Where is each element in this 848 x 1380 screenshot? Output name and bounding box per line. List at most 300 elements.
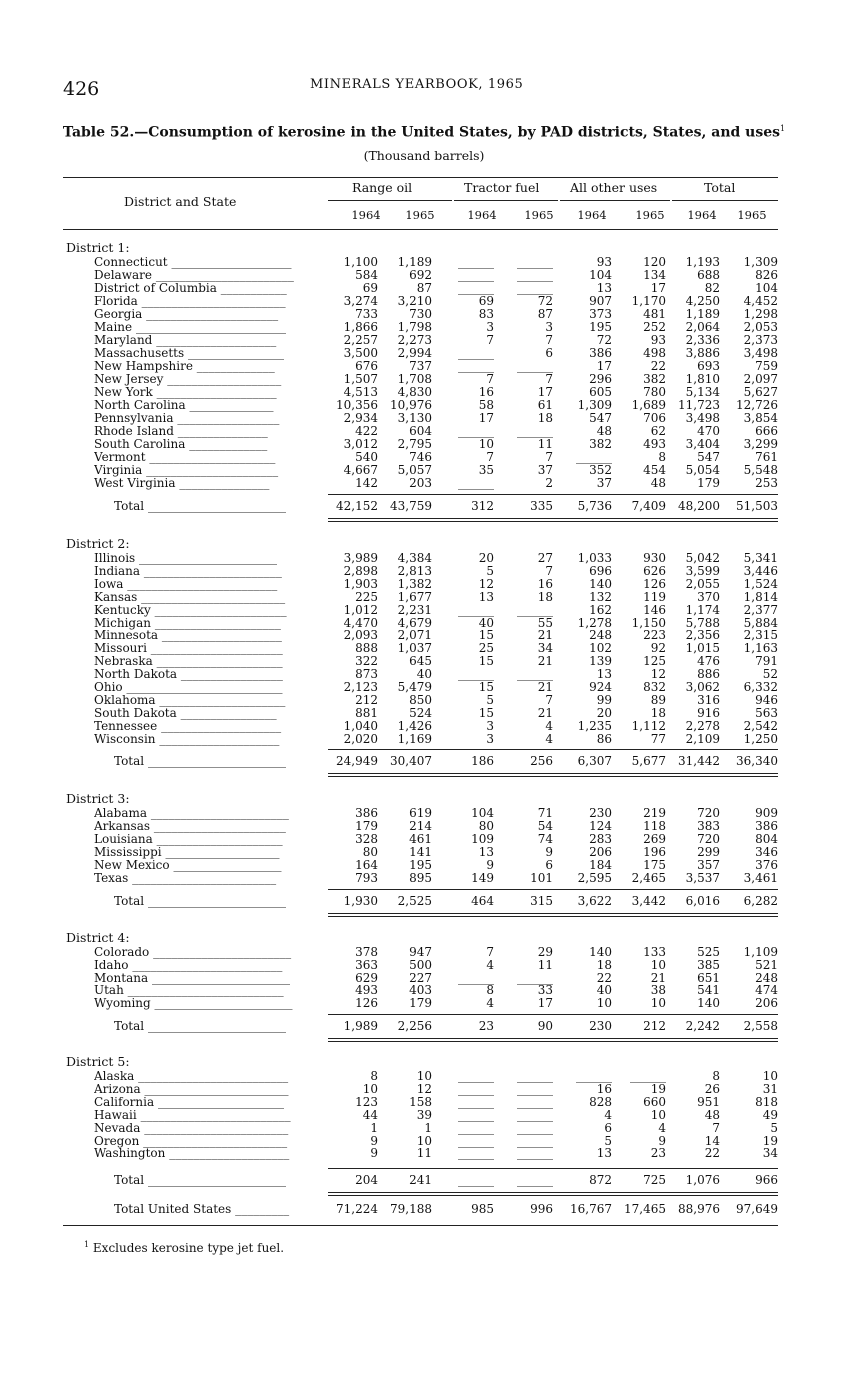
value-cell: 1,814 [743,589,778,604]
stub-name: North Carolina [94,399,186,412]
value-cell: 15 [478,680,494,694]
value-cell: 1,169 [397,731,432,746]
value-cell: 118 [643,818,666,833]
value-cell: 730 [409,307,432,321]
value-cell: 604 [409,424,432,438]
stub-name: Maine [94,321,133,334]
value-cell: 966 [755,1173,778,1187]
value-cell: 175 [643,857,666,872]
value-cell: 454 [643,463,666,477]
value-cell: 164 [355,857,378,872]
stub-cell [94,668,326,681]
value-cell: 71,224 [336,1202,378,1216]
value-cell: 4 [486,957,494,972]
value-cell: 5,548 [743,463,778,477]
value-cell: 1,250 [743,731,778,746]
value-cell: 72 [537,294,553,308]
value-cell: 72 [596,333,612,347]
value-cell: 31 [762,1081,778,1096]
value-cell: 2,231 [397,602,432,617]
stub-leader: __________________________ [127,984,284,998]
stub-cell [94,946,326,959]
value-cell: 16,767 [570,1202,612,1216]
value-cell: 951 [697,1094,720,1109]
value-cell: 524 [409,705,432,720]
value-cell: 8 [712,1069,720,1083]
stub-leader: ____________________ [156,334,277,347]
value-cell: 725 [643,1173,666,1187]
stub-leader: ______________ [189,399,274,412]
value-cell: 1,189 [685,307,720,321]
value-cell: 5,479 [397,680,432,694]
stub-name: Total [114,1174,145,1187]
value-cell: 146 [643,602,666,617]
value-cell: 2,257 [343,333,378,347]
value-cell: 179 [355,818,378,833]
stub-leader: ______________________ [146,308,279,321]
value-cell: 1,278 [577,615,612,630]
stub-leader: ____________________ [159,732,280,746]
value-cell: 55 [537,615,553,630]
stub-cell [94,984,326,997]
value-cell: 140 [697,996,720,1011]
stub-leader: _____________________ [159,693,286,707]
stub-cell [114,1174,346,1187]
value-cell: 7 [545,333,553,347]
value-cell: 1,150 [631,615,666,630]
value-cell: 2,795 [397,437,432,451]
value-cell: 6 [604,1120,612,1135]
value-cell: 7 [486,945,494,959]
value-cell: ______ [458,255,494,269]
value-cell: 104 [471,806,494,820]
stub-cell [114,895,346,908]
stub-name: Kentucky [94,603,151,617]
stub-cell [94,1135,326,1148]
subtotal-rule [328,494,778,495]
value-cell: 219 [643,806,666,820]
stub-cell [114,1020,346,1033]
value-cell: 474 [755,983,778,998]
value-cell: 241 [409,1173,432,1187]
stub-cell [94,820,326,833]
stub-cell [94,269,326,282]
stub-name: Delaware [94,269,152,282]
stub-cell [94,1147,326,1160]
stub-cell [94,833,326,846]
stub-leader: ____________________ [156,386,277,399]
value-cell: 2,242 [685,1019,720,1033]
value-cell: 850 [409,692,432,707]
value-cell: 227 [409,970,432,985]
stub-cell [114,1203,346,1216]
value-cell: 44 [362,1107,378,1122]
value-cell: 363 [355,957,378,972]
stub-cell [94,373,326,386]
stub-name: Mississippi [94,845,162,859]
footnote [84,1240,284,1255]
stub-name: Nebraska [94,655,153,669]
stub-name: Massachusetts [94,347,185,360]
stub-name: Iowa [94,577,124,591]
value-cell: 23 [650,1146,666,1161]
value-cell: 828 [589,1094,612,1109]
double-rule-top [328,518,778,519]
value-cell: 328 [355,831,378,846]
stub-cell [94,578,326,591]
value-cell: 500 [409,957,432,972]
value-cell: 186 [471,754,494,768]
value-cell: 761 [755,450,778,464]
value-cell: 20 [478,551,494,565]
table-row [0,1147,848,1160]
value-cell: 916 [697,705,720,720]
stub-leader: ____________________ [169,1147,290,1161]
value-cell: 88,976 [678,1202,720,1216]
value-cell: 791 [755,654,778,669]
value-cell: 69 [478,294,494,308]
value-cell: ______ [517,970,553,985]
stub-name: Total [114,895,145,908]
value-cell: ______ [630,1069,666,1083]
value-cell: 13 [596,667,612,682]
stub-name: Georgia [94,308,143,321]
stub-name: New Hampshire [94,360,193,373]
value-cell: 403 [409,983,432,998]
total-row [0,755,848,768]
stub-cell [94,464,326,477]
value-cell: 373 [589,307,612,321]
value-cell: 74 [537,831,553,846]
value-cell: 476 [697,654,720,669]
value-cell: 1,163 [743,641,778,656]
value-cell: 51,503 [736,499,778,513]
year-header: 1964 [467,208,497,222]
value-cell: ______ [576,450,612,464]
stub-leader: ________________________ [141,590,286,604]
value-cell: 378 [355,945,378,959]
stub-leader: ________________ [180,706,277,720]
value-cell: 42,152 [336,499,378,513]
value-cell: 16 [478,385,494,399]
value-cell: 10 [416,1133,432,1148]
stub-cell [94,642,326,655]
value-cell: 196 [643,844,666,859]
value-cell: 212 [643,1019,666,1033]
value-cell: 2,093 [343,628,378,643]
stub-cell [94,655,326,668]
value-cell: 1,689 [631,398,666,412]
value-cell: 31,442 [678,754,720,768]
table-row [0,1083,848,1096]
value-cell: 17 [537,996,553,1011]
value-cell: 40 [478,615,494,630]
value-cell: 16 [537,576,553,591]
value-cell: 10 [650,996,666,1011]
value-cell: 383 [697,818,720,833]
value-cell: 21 [537,680,553,694]
value-cell: 1,100 [343,255,378,269]
stub-cell [94,617,326,630]
stub-cell [94,1070,326,1083]
value-cell: 985 [471,1202,494,1216]
value-cell: 651 [697,970,720,985]
table-bottom-rule [63,1225,778,1226]
value-cell: 3,599 [685,563,720,578]
stub-name: New York [94,386,153,399]
stub-name: Total United States [114,1203,232,1216]
value-cell: ______ [458,1107,494,1122]
value-cell: 5 [486,563,494,578]
table-row [0,997,848,1010]
value-cell: 109 [471,831,494,846]
value-cell: 909 [755,806,778,820]
value-cell: 3,498 [743,346,778,360]
subtotal-rule [328,1168,778,1169]
value-cell: 7,409 [631,499,666,513]
value-cell: 49 [762,1107,778,1122]
value-cell: 140 [589,576,612,591]
value-cell: 17 [478,411,494,425]
value-cell: 1,174 [685,602,720,617]
value-cell: 7 [486,333,494,347]
stub-name: Virginia [94,464,143,477]
value-cell: 316 [697,692,720,707]
stub-name: Pennsylvania [94,412,174,425]
double-rule-bottom [328,1041,778,1042]
stub-name: Total [114,500,145,513]
value-cell: 17 [596,359,612,373]
value-cell: 104 [589,268,612,282]
value-cell: 48 [650,476,666,490]
stub-leader: _________ [235,1203,290,1216]
value-cell: 1,033 [577,551,612,565]
value-cell: 184 [589,857,612,872]
value-cell: 357 [697,857,720,872]
value-cell: 1,810 [685,372,720,386]
value-cell: 24,949 [336,754,378,768]
value-cell: 87 [537,307,553,321]
value-cell: 5,627 [743,385,778,399]
value-cell: 15 [478,628,494,643]
stub-name: North Dakota [94,668,178,682]
value-cell: 37 [537,463,553,477]
value-cell: ______ [458,281,494,295]
value-cell: 126 [355,996,378,1011]
value-cell: 134 [643,268,666,282]
value-cell: 7 [712,1120,720,1135]
year-header: 1964 [351,208,381,222]
value-cell: 195 [409,857,432,872]
value-cell: 493 [643,437,666,451]
value-cell: 7 [545,563,553,578]
value-cell: 3,537 [685,870,720,885]
value-cell: 1,866 [343,320,378,334]
value-cell: 312 [471,499,494,513]
value-cell: 2,994 [397,346,432,360]
value-cell: ______ [458,1081,494,1096]
value-cell: 2,377 [743,602,778,617]
value-cell: 382 [643,372,666,386]
value-cell: 17 [537,385,553,399]
value-cell: 563 [755,705,778,720]
value-cell: 547 [589,411,612,425]
value-cell: 1,382 [397,576,432,591]
stub-name: Alabama [94,807,148,820]
value-cell: 461 [409,831,432,846]
value-cell: 2,020 [343,731,378,746]
value-cell: ______ [458,1173,494,1187]
stub-cell [94,399,326,412]
stub-cell [94,425,326,438]
value-cell: 2,542 [743,718,778,733]
value-cell: 22 [596,970,612,985]
value-cell: 4,679 [397,615,432,630]
value-cell: 8 [658,450,666,464]
stub-leader: _____________________ [149,451,276,464]
value-cell: 195 [589,320,612,334]
value-cell: 15 [478,654,494,669]
stub-name: District of Columbia [94,282,217,295]
value-cell: 35 [478,463,494,477]
stub-name: Kansas [94,590,138,604]
value-cell: ______ [458,268,494,282]
table-row [0,872,848,885]
value-cell: 10,356 [336,398,378,412]
stub-leader: _______________________ [139,552,278,565]
value-cell: ______ [458,1120,494,1135]
value-cell: 123 [355,1094,378,1109]
value-cell: ______ [517,1133,553,1148]
stub-cell [94,1096,326,1109]
value-cell: 9 [658,1133,666,1148]
stub-leader: _________________________ [140,1108,291,1122]
total-row [0,1020,848,1033]
double-rule-bottom [328,776,778,777]
table-row [0,833,848,846]
grand-total-row [0,1203,848,1216]
value-cell: 1,930 [343,894,378,908]
stub-leader: _______________________ [147,895,286,908]
value-cell: 5,736 [577,499,612,513]
value-cell: 872 [589,1173,612,1187]
value-cell: 13 [478,589,494,604]
stub-leader: _______________________ [147,1174,286,1187]
value-cell: 61 [537,398,553,412]
value-cell: 1,040 [343,718,378,733]
value-cell: 3 [486,320,494,334]
table-row [0,720,848,733]
value-cell: 299 [697,844,720,859]
value-cell: 40 [596,983,612,998]
district-label: District 3: [66,791,130,806]
value-cell: 626 [643,563,666,578]
value-cell: 10 [478,437,494,451]
value-cell: 470 [697,424,720,438]
value-cell: ______ [517,1146,553,1161]
district-label: District 1: [66,240,130,255]
value-cell: 3,274 [343,294,378,308]
value-cell: 125 [643,654,666,669]
value-cell: ______ [458,1133,494,1148]
value-cell: 3,062 [685,680,720,694]
value-cell: 58 [478,398,494,412]
stub-cell [94,604,326,617]
stub-cell [94,629,326,642]
value-cell: 818 [755,1094,778,1109]
stub-leader: ____________________ [161,629,282,643]
value-cell: 12,726 [736,398,778,412]
value-cell: 3 [486,718,494,733]
stub-cell [94,256,326,269]
value-cell: 629 [355,970,378,985]
group-underline-tractor-fuel [454,200,558,201]
total-row [0,895,848,908]
value-cell: 886 [697,667,720,682]
value-cell: 2,273 [397,333,432,347]
value-cell: 5 [604,1133,612,1148]
value-cell: 253 [755,476,778,490]
value-cell: 386 [755,818,778,833]
stub-name: South Carolina [94,438,186,451]
stub-name: Louisiana [94,832,153,846]
value-cell: 2,373 [743,333,778,347]
stub-leader: _______________ [177,425,268,438]
value-cell: 1,015 [685,641,720,656]
value-cell: 541 [697,983,720,998]
stub-cell [94,1109,326,1122]
stub-leader: _____________________ [156,832,283,846]
value-cell: 1,524 [743,576,778,591]
value-cell: 9 [370,1146,378,1161]
stub-cell [94,282,326,295]
stub-cell [94,552,326,565]
value-cell: 645 [409,654,432,669]
value-cell: 4,667 [343,463,378,477]
table-row [0,565,848,578]
value-cell: 29 [537,945,553,959]
double-rule-bottom [328,916,778,917]
value-cell: 10 [762,1069,778,1083]
stub-name: Texas [94,871,129,885]
value-cell: ______ [458,1069,494,1083]
stub-name: Michigan [94,616,151,630]
value-cell: 3,404 [685,437,720,451]
value-cell: 132 [589,589,612,604]
value-cell: 376 [755,857,778,872]
value-cell: 3,622 [577,894,612,908]
stub-name: Arkansas [94,819,151,833]
value-cell: 149 [471,870,494,885]
table-row [0,859,848,872]
district-label: District 4: [66,930,130,945]
value-cell: 2,097 [743,372,778,386]
value-cell: ______ [517,1094,553,1109]
stub-leader: _______________________ [155,269,294,282]
stub-cell [94,807,326,820]
stub-cell [94,477,326,490]
value-cell: 946 [755,692,778,707]
value-cell: ______ [517,1120,553,1135]
value-cell: ______ [458,359,494,373]
value-cell: 881 [355,705,378,720]
table-row [0,707,848,720]
stub-name: Missouri [94,642,147,656]
stub-leader: ________________________ [144,1082,289,1096]
value-cell: ______ [517,255,553,269]
value-cell: 1,109 [743,945,778,959]
value-cell: 82 [704,281,720,295]
